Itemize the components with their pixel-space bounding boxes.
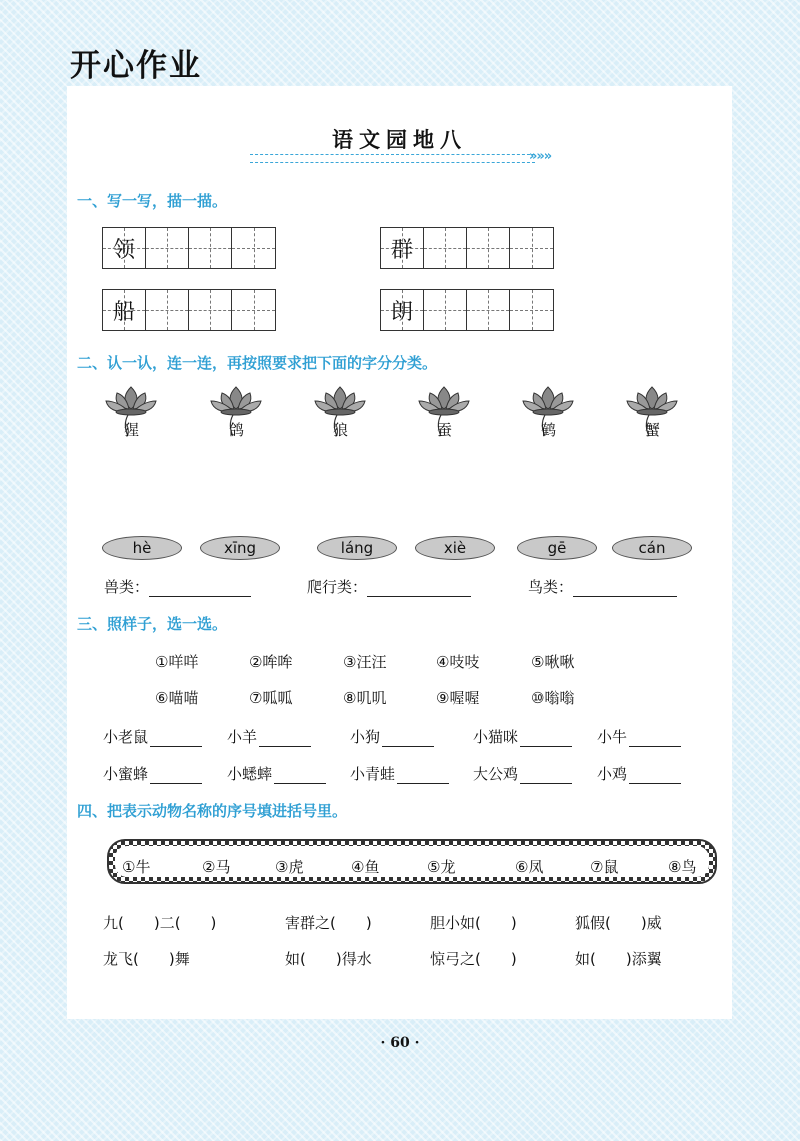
grid-cell[interactable]: [146, 228, 189, 268]
fill-blank[interactable]: [150, 768, 202, 784]
animal-option: ⑧鸟: [668, 858, 697, 876]
lotus-flower[interactable]: [415, 384, 473, 442]
worksheet-card: [67, 86, 732, 1019]
pinyin-leaf[interactable]: láng: [317, 536, 397, 560]
category-answer-blank[interactable]: [367, 581, 471, 597]
writing-grid-4[interactable]: [380, 289, 554, 331]
fill-item: 小牛: [597, 726, 681, 747]
idiom-blank[interactable]: 如( )得水: [285, 950, 372, 968]
flower-char: 鸽: [229, 421, 245, 439]
grid-cell[interactable]: [232, 290, 275, 330]
category-answer-blank[interactable]: [149, 581, 251, 597]
animal-option: ⑦鼠: [590, 858, 619, 876]
animal-option: ④鱼: [351, 858, 380, 876]
fill-blank[interactable]: [629, 768, 681, 784]
grid-cell-model: 群: [381, 228, 424, 268]
fill-item: 小羊: [227, 726, 311, 747]
lotus-flower[interactable]: [623, 384, 681, 442]
animal-option: ③虎: [275, 858, 304, 876]
animal-option: ⑤龙: [427, 858, 456, 876]
category-bird: [528, 576, 677, 597]
animal-option: ①牛: [122, 858, 151, 876]
lotus-flower[interactable]: [519, 384, 577, 442]
pinyin-leaf[interactable]: gē: [517, 536, 597, 560]
pinyin-leaf[interactable]: hè: [102, 536, 182, 560]
fill-item: 大公鸡: [473, 763, 572, 784]
grid-cell[interactable]: [189, 290, 232, 330]
sound-option: ⑦呱呱: [249, 689, 293, 707]
sound-option: ⑥喵喵: [155, 689, 199, 707]
pinyin-leaf[interactable]: xīng: [200, 536, 280, 560]
section-1-heading: 一、写一写，描一描。: [77, 192, 228, 210]
brand-title: 开心作业: [70, 48, 202, 84]
animal-option: ②马: [202, 858, 231, 876]
fill-blank[interactable]: [382, 731, 434, 747]
fill-blank[interactable]: [397, 768, 449, 784]
sound-option: ③汪汪: [343, 653, 387, 671]
grid-cell[interactable]: [467, 290, 510, 330]
sound-option: ⑩嗡嗡: [531, 689, 575, 707]
title-underline: [250, 154, 535, 163]
fill-blank[interactable]: [259, 731, 311, 747]
grid-cell[interactable]: [146, 290, 189, 330]
fill-item: 小青蛙: [350, 763, 449, 784]
idiom-blank[interactable]: 如( )添翼: [575, 950, 662, 968]
grid-cell[interactable]: [189, 228, 232, 268]
fill-blank[interactable]: [520, 731, 572, 747]
grid-cell-model: 领: [103, 228, 146, 268]
category-reptile: [307, 576, 471, 597]
grid-cell[interactable]: [424, 290, 467, 330]
category-beast: [104, 576, 251, 597]
fill-blank[interactable]: [520, 768, 572, 784]
fill-item: 小蟋蟀: [227, 763, 326, 784]
fill-item: 小狗: [350, 726, 434, 747]
idiom-blank[interactable]: 胆小如( ): [430, 914, 517, 932]
idiom-blank[interactable]: 害群之( ): [285, 914, 372, 932]
fill-item: 小蜜蜂: [103, 763, 202, 784]
idiom-blank[interactable]: 狐假( )威: [575, 914, 662, 932]
fill-blank[interactable]: [629, 731, 681, 747]
animal-option: ⑥凤: [515, 858, 544, 876]
sound-option: ⑨喔喔: [436, 689, 480, 707]
grid-cell-model: 朗: [381, 290, 424, 330]
grid-cell[interactable]: [510, 228, 553, 268]
flower-char: 猩: [124, 421, 140, 439]
flower-char: 蚕: [437, 421, 453, 439]
section-3-heading: 三、照样子，选一选。: [77, 615, 228, 633]
fill-item: 小鸡: [597, 763, 681, 784]
category-label: 鸟类：: [528, 578, 574, 596]
sound-option: ①咩咩: [155, 653, 199, 671]
fill-blank[interactable]: [150, 731, 202, 747]
section-4-heading: 四、把表示动物名称的序号填进括号里。: [77, 802, 348, 820]
lotus-flower[interactable]: [207, 384, 265, 442]
grid-cell-model: 船: [103, 290, 146, 330]
writing-grid-2[interactable]: [380, 227, 554, 269]
lotus-flower[interactable]: [311, 384, 369, 442]
flower-char: 鹤: [541, 421, 557, 439]
writing-grid-3[interactable]: [102, 289, 276, 331]
fill-item: 小老鼠: [103, 726, 202, 747]
sound-option: ⑧叽叽: [343, 689, 387, 707]
flower-char: 蟹: [645, 421, 661, 439]
lotus-flower[interactable]: [102, 384, 160, 442]
animal-list-banner: [107, 839, 717, 884]
title-arrows-icon: »»»: [529, 149, 552, 164]
category-answer-blank[interactable]: [573, 581, 677, 597]
page-title: 语文园地八: [332, 127, 467, 152]
section-2-heading: 二、认一认，连一连，再按照要求把下面的字分分类。: [77, 354, 438, 372]
fill-item: 小猫咪: [473, 726, 572, 747]
category-label: 兽类：: [104, 578, 150, 596]
page-number: · 60 ·: [380, 1035, 420, 1051]
flower-char: 狼: [333, 421, 349, 439]
pinyin-leaf[interactable]: xiè: [415, 536, 495, 560]
pinyin-leaf[interactable]: cán: [612, 536, 692, 560]
grid-cell[interactable]: [424, 228, 467, 268]
idiom-blank[interactable]: 九( )二( ): [103, 914, 217, 932]
writing-grid-1[interactable]: [102, 227, 276, 269]
idiom-blank[interactable]: 惊弓之( ): [430, 950, 517, 968]
grid-cell[interactable]: [232, 228, 275, 268]
sound-option: ⑤啾啾: [531, 653, 575, 671]
grid-cell[interactable]: [467, 228, 510, 268]
sound-option: ②哞哞: [249, 653, 293, 671]
idiom-blank[interactable]: 龙飞( )舞: [103, 950, 190, 968]
fill-blank[interactable]: [274, 768, 326, 784]
grid-cell[interactable]: [510, 290, 553, 330]
sound-option: ④吱吱: [436, 653, 480, 671]
category-label: 爬行类：: [307, 578, 368, 596]
